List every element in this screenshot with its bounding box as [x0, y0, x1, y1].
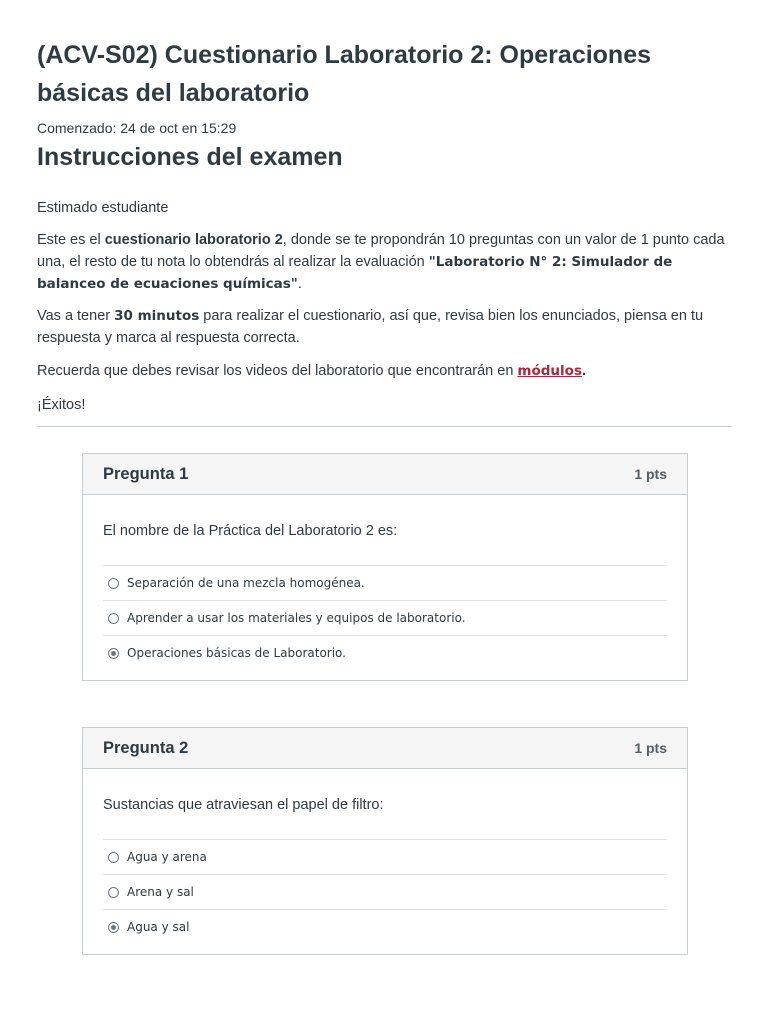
answer-option[interactable] — [103, 910, 667, 944]
evaluation-name-emphasis: "Laboratorio N° 2: Simulador de balanceo de ecuaciones químicas" — [37, 254, 673, 292]
question-card — [82, 727, 688, 955]
radio-button[interactable] — [108, 578, 119, 589]
instructions-text: Este es el — [37, 232, 105, 248]
answer-option[interactable] — [103, 875, 667, 910]
instructions-paragraph-2 — [37, 305, 732, 349]
question-body — [83, 495, 687, 680]
answer-label: Agua y arena — [127, 850, 207, 864]
answer-option[interactable] — [103, 566, 667, 601]
radio-button[interactable] — [108, 613, 119, 624]
quiz-name-emphasis: cuestionario laboratorio 2 — [104, 232, 283, 248]
instructions-text: Recuerda que debes revisar los videos del laboratorio que encontrarán en — [37, 363, 518, 379]
instructions-text: . — [581, 363, 587, 379]
instructions-text: , donde se te propondrán 10 preguntas con un valor de 1 punto cada una, el resto de tu nota lo obtendrás al realizar la evaluación — [37, 232, 725, 270]
question-points: 1 pts — [634, 740, 667, 756]
answer-label: Operaciones básicas de Laboratorio. — [127, 646, 346, 660]
answer-option[interactable] — [103, 601, 667, 636]
divider — [37, 426, 732, 427]
radio-button[interactable] — [108, 887, 119, 898]
instructions-paragraph-3 — [37, 360, 732, 382]
question-title: Pregunta 2 — [103, 738, 189, 757]
instructions-text: para realizar el cuestionario, así que, revisa bien los enunciados, piensa en tu respuesta y marca al respuesta correcta. — [37, 308, 704, 346]
question-title: Pregunta 1 — [103, 464, 189, 483]
question-card — [82, 453, 688, 681]
instructions-text: Vas a tener — [37, 308, 115, 324]
answer-option[interactable] — [103, 840, 667, 875]
radio-button[interactable] — [108, 852, 119, 863]
answer-list — [103, 565, 667, 670]
radio-button-selected[interactable] — [108, 922, 119, 933]
answer-label: Arena y sal — [127, 885, 194, 899]
answer-label: Separación de una mezcla homogénea. — [127, 576, 365, 590]
instructions-closing: ¡Éxitos! — [37, 397, 86, 413]
modules-link[interactable]: módulos — [517, 363, 582, 379]
instructions-heading: Instrucciones del examen — [37, 143, 343, 171]
answer-label: Aprender a usar los materiales y equipos de laboratorio. — [127, 611, 466, 625]
started-timestamp: Comenzado: 24 de oct en 15:29 — [37, 120, 237, 136]
answer-label: Agua y sal — [127, 920, 190, 934]
answer-option[interactable] — [103, 636, 667, 670]
question-body — [83, 769, 687, 954]
question-text: El nombre de la Práctica del Laboratorio 2 es: — [103, 523, 398, 539]
instructions-greeting: Estimado estudiante — [37, 200, 169, 216]
question-header — [83, 454, 687, 495]
question-points: 1 pts — [634, 466, 667, 482]
question-text: Sustancias que atraviesan el papel de filtro: — [103, 797, 384, 813]
question-header — [83, 728, 687, 769]
radio-button-selected[interactable] — [108, 648, 119, 659]
duration-emphasis: 30 minutos — [114, 308, 200, 324]
quiz-title: (ACV-S02) Cuestionario Laboratorio 2: Operaciones básicas del laboratorio — [37, 41, 652, 107]
answer-list — [103, 839, 667, 944]
instructions-paragraph-1 — [37, 229, 732, 295]
instructions-text: . — [297, 276, 302, 292]
